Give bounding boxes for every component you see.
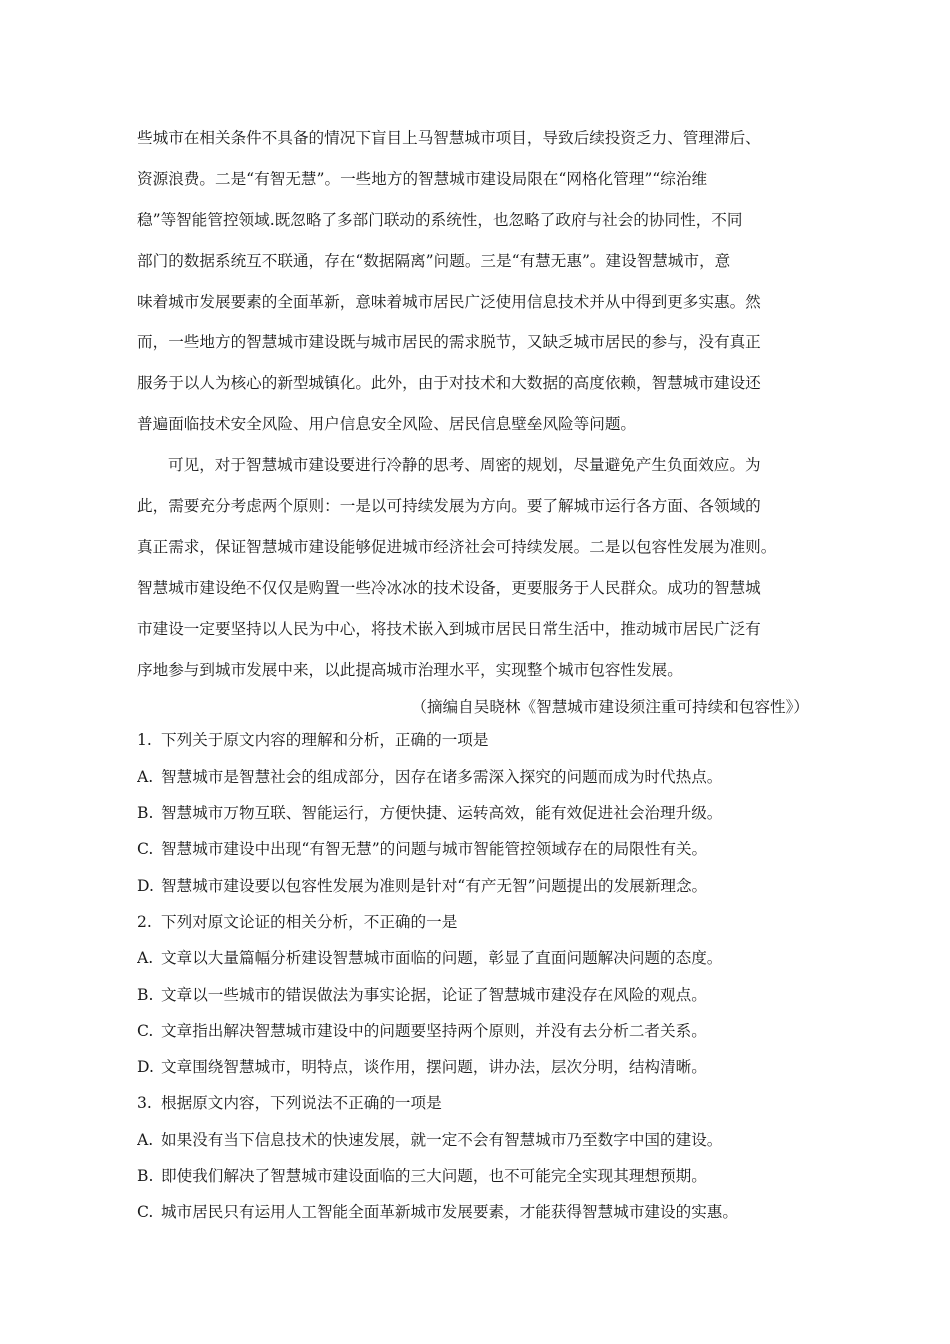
option-c: C. 文章指出解决智慧城市建设中的问题要坚持两个原则，并没有去分析二者关系。 [137,1013,813,1049]
option-b: B. 即使我们解决了智慧城市建设面临的三大问题，也不可能完全实现其理想预期。 [137,1158,813,1194]
question-stem: 1. 下列关于原文内容的理解和分析，正确的一项是 [137,722,813,758]
paragraph-2 [137,445,813,690]
text-line: 真正需求，保证智慧城市建设能够促进城市经济社会可持续发展。二是以包容性发展为准则。 [137,537,777,556]
option-c: C. 城市居民只有运用人工智能全面革新城市发展要素，才能获得智慧城市建设的实惠。 [137,1194,813,1230]
option-label: D. [137,876,154,895]
text-line: 味着城市发展要素的全面革新，意味着城市居民广泛使用信息技术并从中得到更多实惠。然 [137,292,761,311]
question-2 [137,904,813,1085]
option-b: B. 智慧城市万物互联、智能运行，方便快捷、运转高效，能有效促进社会治理升级。 [137,795,813,831]
text-line: 部门的数据系统互不联通，存在“数据隔离”问题。三是“有慧无惠”。建设智慧城市，意 [137,251,731,270]
document-page [137,118,813,1231]
question-number: 3. [137,1094,152,1113]
question-stem: 2. 下列对原文论证的相关分析，不正确的一是 [137,904,813,940]
text-line: 服务于以人为核心的新型城镇化。此外，由于对技术和大数据的高度依赖，智慧城市建设还 [137,374,761,393]
question-3 [137,1085,813,1230]
option-a: A. 智慧城市是智慧社会的组成部分，因存在诸多需深入探究的问题而成为时代热点。 [137,759,813,795]
option-d: D. 文章围绕智慧城市，明特点，谈作用，摆问题，讲办法，层次分明，结构清晰。 [137,1049,813,1085]
option-label: B. [137,1167,154,1186]
option-label: C. [137,840,154,859]
option-label: D. [137,1058,154,1077]
option-label: B. [137,985,154,1004]
text-line: 可见，对于智慧城市建设要进行冷静的思考、周密的规划，尽量避免产生负面效应。为 [168,456,761,475]
option-b: B. 文章以一些城市的错误做法为事实论据，论证了智慧城市建没存在风险的观点。 [137,977,813,1013]
option-a: A. 文章以大量篇幅分析建设智慧城市面临的问题，彰显了直面问题解决问题的态度。 [137,940,813,976]
option-d: D. 智慧城市建设要以包容性发展为准则是针对“有产无智”问题提出的发展新理念。 [137,868,813,904]
text-line: 稳”等智能管控领域.既忽略了多部门联动的系统性，也忽略了政府与社会的协同性，不同 [137,210,743,229]
text-line: 市建设一定要坚持以人民为中心，将技术嵌入到城市居民日常生活中，推动城市居民广泛有 [137,619,761,638]
option-c: C. 智慧城市建设中出现“有智无慧”的问题与城市智能管控领域存在的局限性有关。 [137,831,813,867]
question-number: 2. [137,912,152,931]
text-line: 而，一些地方的智慧城市建设既与城市居民的需求脱节，又缺乏城市居民的参与，没有真正 [137,333,761,352]
text-line: 些城市在相关条件不具备的情况下盲目上马智慧城市项目，导致后续投资乏力、管理滞后、 [137,129,761,147]
source-citation: （摘编自吴晓林《智慧城市建设须注重可持续和包容性》） [411,698,809,717]
text-line: 普遍面临技术安全风险、用户信息安全风险、居民信息壁垒风险等问题。 [137,415,637,434]
paragraph-1 [137,118,813,445]
text-line: 序地参与到城市发展中来，以此提高城市治理水平，实现整个城市包容性发展。 [137,660,683,679]
text-line: 智慧城市建设绝不仅仅是购置一些冷冰冰的技术设备，更要服务于人民群众。成功的智慧城 [137,578,761,597]
option-label: B. [137,804,154,823]
option-label: C. [137,1021,154,1040]
question-number: 1. [137,731,152,750]
text-line: 此，需要充分考虑两个原则：一是以可持续发展为方向。要了解城市运行各方面、各领域的 [137,497,761,516]
option-label: A. [137,949,154,968]
question-1 [137,722,813,903]
text-line: 资源浪费。二是“有智无慧”。一些地方的智慧城市建设局限在“网格化管理”“综治维 [137,169,708,188]
option-label: C. [137,1203,154,1222]
option-a: A. 如果没有当下信息技术的快速发展，就一定不会有智慧城市乃至数字中国的建设。 [137,1122,813,1158]
question-stem: 3. 根据原文内容，下列说法不正确的一项是 [137,1085,813,1121]
option-label: A. [137,1130,154,1149]
option-label: A. [137,767,154,786]
